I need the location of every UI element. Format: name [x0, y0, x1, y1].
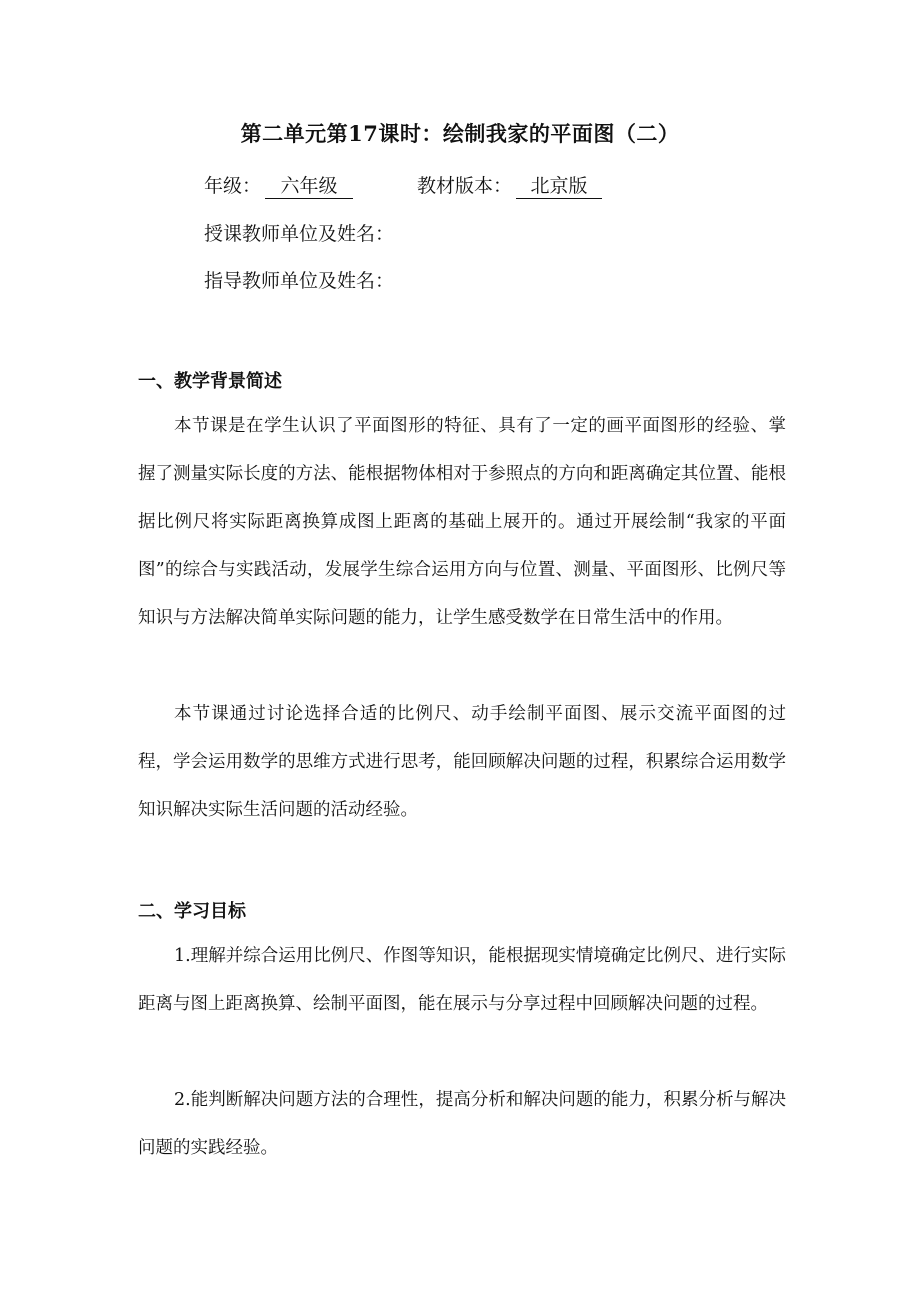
grade-label: 年级：: [204, 175, 262, 197]
version-label: 教材版本：: [417, 175, 513, 197]
background-paragraph-2: 本节课通过讨论选择合适的比例尺、动手绘制平面图、展示交流平面图的过程，学会运用数学的思维方式进行思考，能回顾解决问题的过程，积累综合运用数学知识解决实际生活问题的活动经验。: [138, 704, 786, 820]
objective-paragraph-2: 2.能判断解决问题方法的合理性，提高分析和解决问题的能力，积累分析与解决问题的实践经验。: [138, 1090, 786, 1158]
section-heading-background: 一、教学背景简述: [138, 371, 282, 392]
lesson-title: 第二单元第17课时：绘制我家的平面图（二）: [240, 121, 680, 146]
background-paragraph-1: 本节课是在学生认识了平面图形的特征、具有了一定的画平面图形的经验、掌握了测量实际长度的方法、能根据物体相对于参照点的方向和距离确定其位置、能根据比例尺将实际距离换算成图上距离的基础上展开的。通过开展绘制“我家的平面图”的综合与实践活动，发展学生综合运用方向与位置、测量、平面图形、比例尺等知识与方法解决简单实际问题的能力，让学生感受数学在日常生活中的作用。: [138, 416, 786, 628]
grade-version-line: [204, 173, 602, 199]
objective-paragraph-1: 1.理解并综合运用比例尺、作图等知识，能根据现实情境确定比例尺、进行实际距离与图上距离换算、绘制平面图，能在展示与分享过程中回顾解决问题的过程。: [138, 946, 786, 1014]
version-value: 北京版: [516, 174, 602, 199]
teacher-label: 授课教师单位及姓名：: [204, 223, 395, 245]
advisor-label: 指导教师单位及姓名：: [204, 270, 395, 292]
teacher-line: [204, 221, 394, 247]
section-heading-objectives: 二、学习目标: [138, 901, 246, 922]
advisor-line: [204, 268, 394, 294]
grade-value: 六年级: [265, 174, 353, 199]
